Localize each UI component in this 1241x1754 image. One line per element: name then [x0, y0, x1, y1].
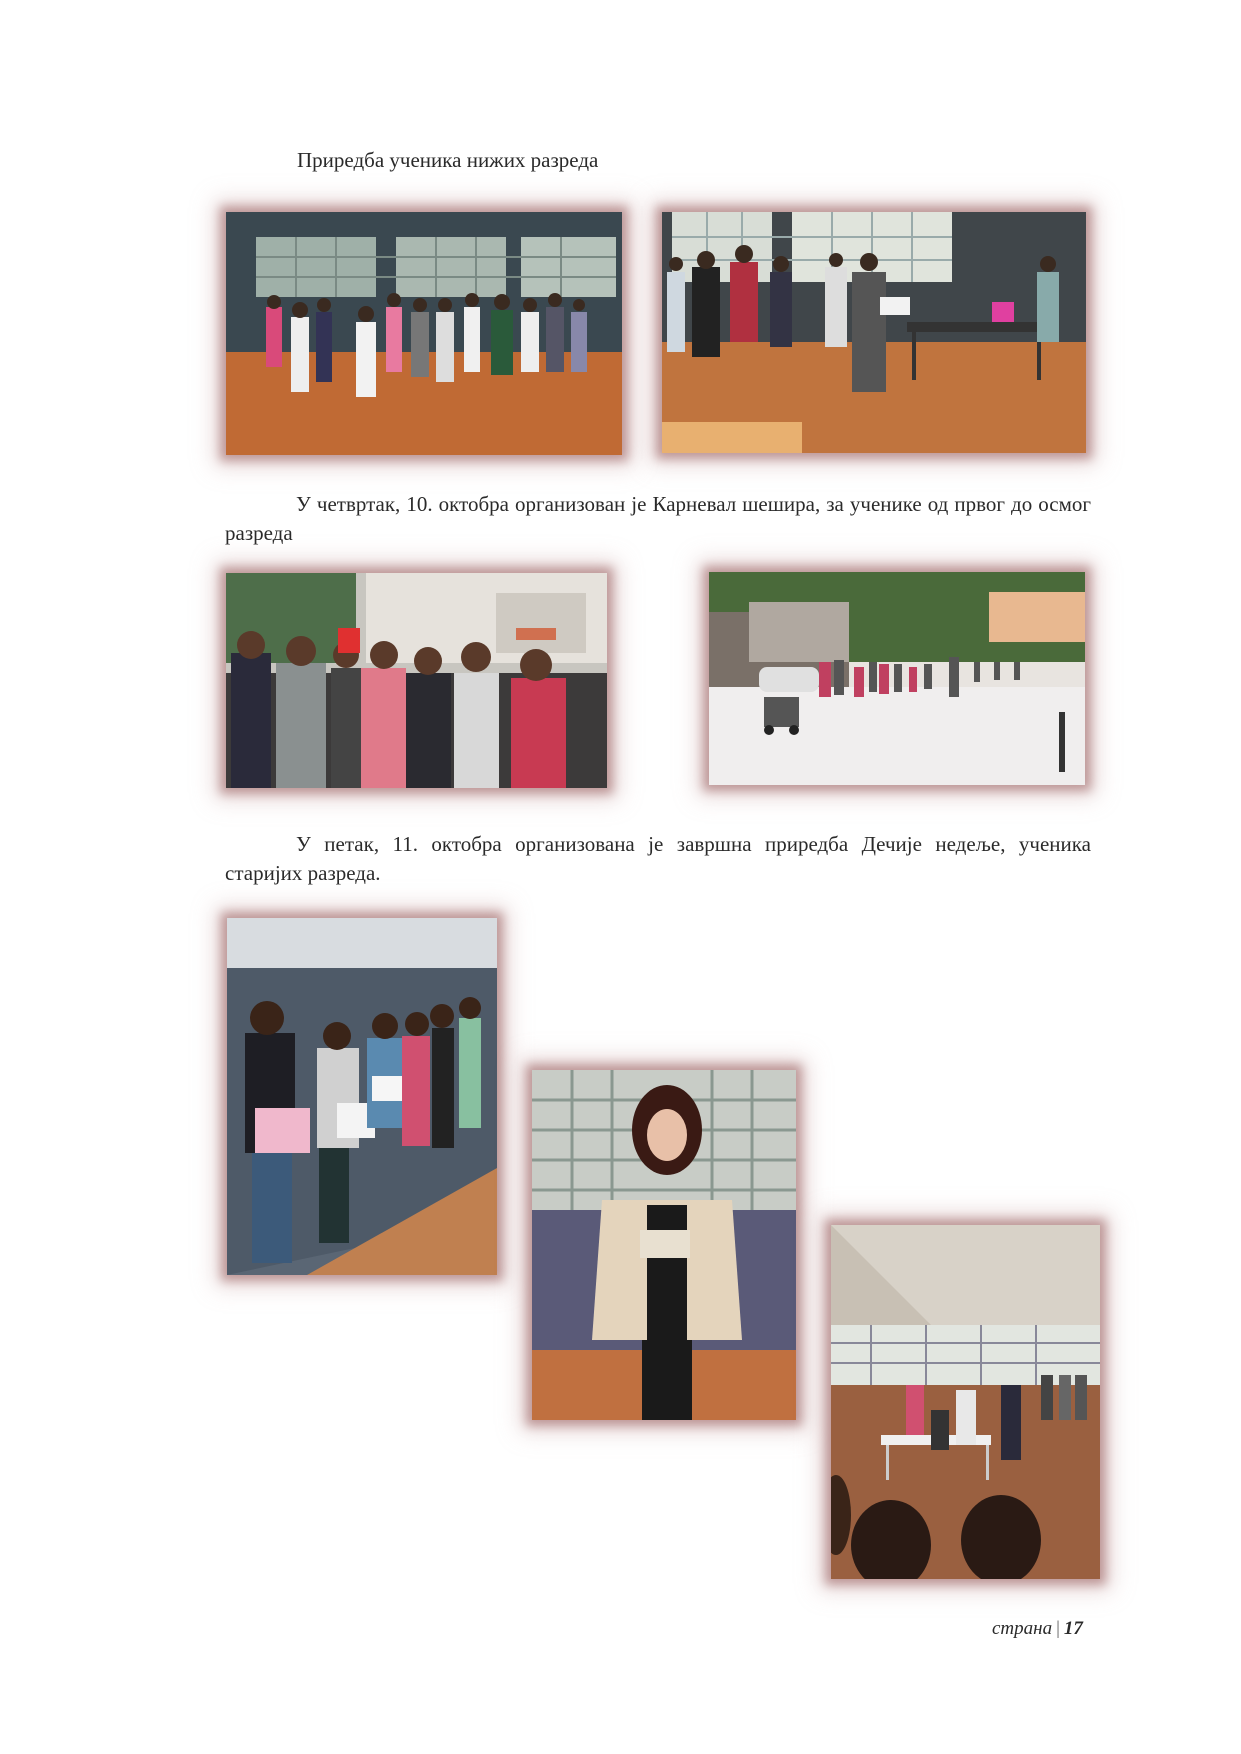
photo-hall-audience — [831, 1225, 1100, 1579]
photo-street-parade — [709, 572, 1085, 785]
paragraph-final-performance: У петак, 11. октобра организована је завршна приредба Дечије недеље, ученика старијих разреда. — [225, 832, 1091, 885]
paragraph-hat-carnival: У четвртак, 10. октобра организован је Карневал шешира, за ученике од првог до осмог разреда — [225, 492, 1091, 545]
photo-lower-grades-gym — [226, 212, 622, 455]
photo-students-with-drawings — [227, 918, 497, 1275]
footer-label: страна — [992, 1618, 1053, 1639]
footer-separator: | — [1056, 1618, 1060, 1639]
photo-hat-carnival-group — [226, 573, 607, 788]
photo-girl-reading-gym — [662, 212, 1086, 453]
page-footer — [992, 1618, 1083, 1640]
page-number: 17 — [1063, 1618, 1083, 1639]
section-caption-lower-grades: Приредба ученика нижих разреда — [297, 148, 599, 172]
photo-girl-reading-book — [532, 1070, 796, 1420]
